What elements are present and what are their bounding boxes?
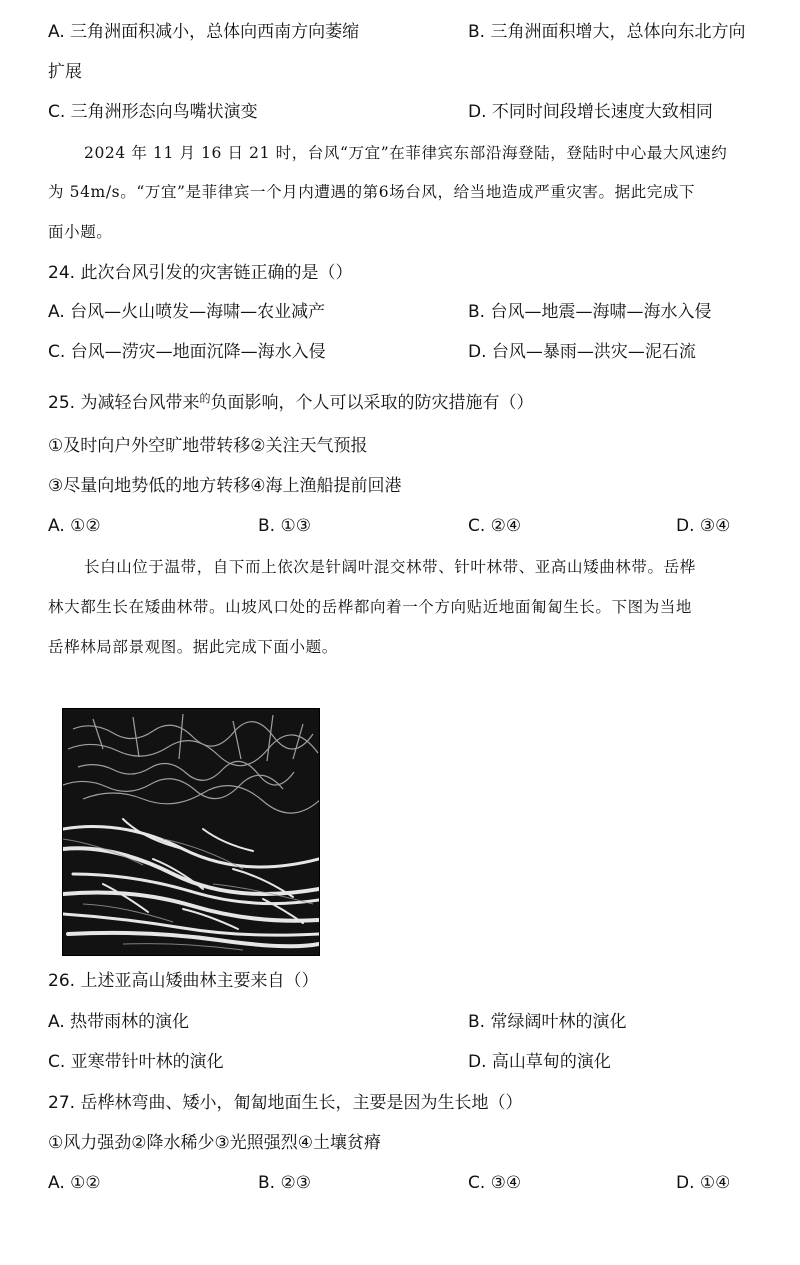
q27-items: ①风力强劲②降水稀少③光照强烈④土壤贫瘠 (48, 1133, 381, 1153)
q25-option-d: D. ③④ (676, 516, 731, 536)
q25-items-line-2: ③尽量向地势低的地方转移④海上渔船提前回港 (48, 476, 402, 496)
q23-option-b-continued: 扩展 (48, 62, 82, 82)
q25-stem-superscript: 的 (199, 392, 211, 405)
q26-option-d: D. 高山草甸的演化 (468, 1052, 611, 1072)
q26-option-c: C. 亚寒带针叶林的演化 (48, 1052, 224, 1072)
q23-option-a: A. 三角洲面积减小，总体向西南方向萎缩 (48, 22, 360, 42)
q27-option-d: D. ①④ (676, 1173, 731, 1193)
q26-option-a: A. 热带雨林的演化 (48, 1012, 190, 1032)
q27-option-a: A. ①② (48, 1173, 101, 1193)
q27-stem: 27. 岳桦林弯曲、矮小，匍匐地面生长，主要是因为生长地（） (48, 1093, 523, 1113)
q25-items-line-1: ①及时向户外空旷地带转移②关注天气预报 (48, 436, 368, 456)
birch-passage-line-2: 林大都生长在矮曲林带。山坡风口处的岳桦都向着一个方向贴近地面匍匐生长。下图为当地 (48, 598, 693, 616)
birch-passage-line-1: 长白山位于温带，自下而上依次是针阔叶混交林带、针叶林带、亚高山矮曲林带。岳桦 (84, 558, 696, 576)
q23-option-b: B. 三角洲面积增大，总体向东北方向 (468, 22, 746, 42)
q25-stem-part-1: 25. 为减轻台风带来 (48, 393, 200, 413)
typhoon-passage-line-3: 面小题。 (48, 223, 113, 241)
q23-option-c: C. 三角洲形态向鸟嘴状演变 (48, 102, 258, 122)
birch-forest-photo (62, 708, 320, 956)
q27-option-c: C. ③④ (468, 1173, 522, 1193)
q25-option-c: C. ②④ (468, 516, 522, 536)
q24-option-d: D. 台风—暴雨—洪灾—泥石流 (468, 342, 696, 362)
q25-option-b: B. ①③ (258, 516, 311, 536)
q27-option-b: B. ②③ (258, 1173, 311, 1193)
q25-option-a: A. ①② (48, 516, 101, 536)
birch-forest-illustration (63, 709, 319, 955)
q24-option-b: B. 台风—地震—海啸—海水入侵 (468, 302, 712, 322)
q24-stem: 24. 此次台风引发的灾害链正确的是（） (48, 263, 353, 283)
q26-stem: 26. 上述亚高山矮曲林主要来自（） (48, 971, 319, 991)
q24-option-a: A. 台风—火山喷发—海啸—农业减产 (48, 302, 326, 322)
q23-option-d: D. 不同时间段增长速度大致相同 (468, 102, 713, 122)
birch-passage-line-3: 岳桦林局部景观图。据此完成下面小题。 (48, 638, 338, 656)
q25-stem (48, 392, 533, 416)
q25-stem-part-2: 负面影响，个人可以采取的防灾措施有（） (210, 393, 534, 413)
typhoon-passage-line-2: 为 54m/s。“万宜”是菲律宾一个月内遭遇的第6场台风，给当地造成严重灾害。据此完成下 (48, 183, 696, 201)
q24-option-c: C. 台风—涝灾—地面沉降—海水入侵 (48, 342, 326, 362)
typhoon-passage-line-1: 2024 年 11 月 16 日 21 时，台风“万宜”在菲律宾东部沿海登陆，登陆时中心最大风速约 (84, 144, 728, 162)
q26-option-b: B. 常绿阔叶林的演化 (468, 1012, 627, 1032)
